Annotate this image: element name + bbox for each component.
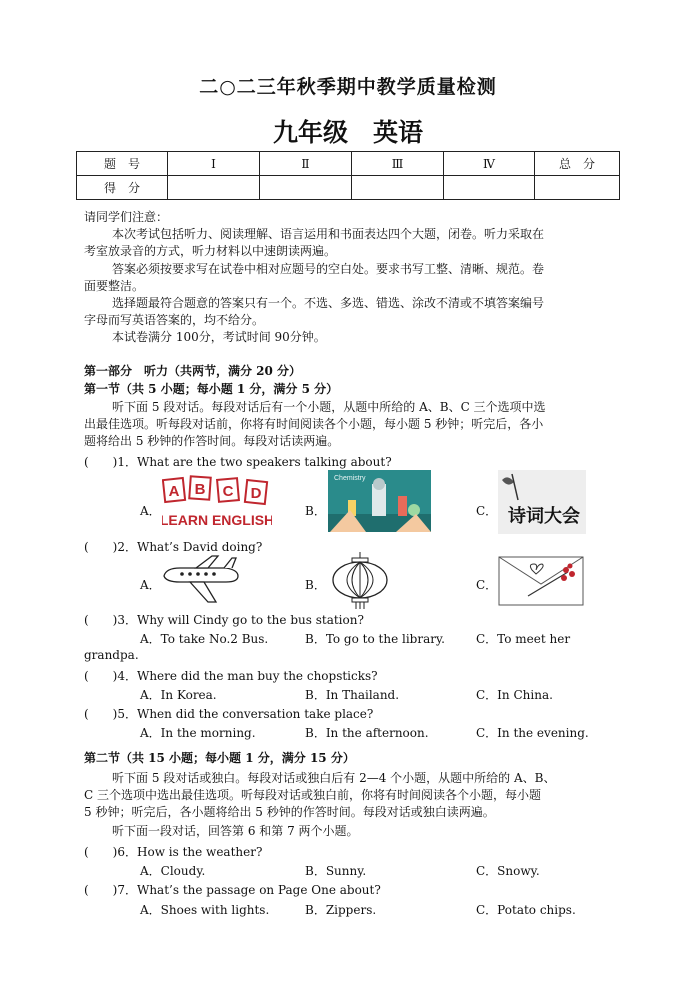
question-4: ( )4．Where did the man buy the chopsticks? bbox=[84, 669, 378, 683]
header-cell: Ⅳ bbox=[444, 152, 535, 176]
score-label-cell: 得 分 bbox=[77, 176, 168, 200]
notice-line: 选择题最符合题意的答案只有一个。不选、多选、错选、涂改不清或不填答案编号 bbox=[112, 296, 545, 310]
abcd-learn-english-picture[interactable] bbox=[162, 475, 272, 531]
notice-line: 面要整洁。 bbox=[84, 279, 145, 293]
option-label: C． bbox=[476, 504, 498, 518]
option-b: B．In Thailand. bbox=[305, 688, 400, 702]
option-label: B． bbox=[305, 504, 326, 518]
section2-intro: 听下面 5 段对话或独白。每段对话或独白后有 2—4 个小题，从题中所给的 A、B、 bbox=[112, 771, 556, 785]
option-c: C．In the evening. bbox=[476, 726, 589, 740]
notice-line: 本试卷满分 100分，考试时间 90分钟。 bbox=[112, 330, 326, 344]
part1-heading: 第一部分 听力（共两节，满分 20 分） bbox=[84, 364, 302, 378]
poetry-text: 诗词大会 bbox=[508, 506, 580, 527]
score-cell[interactable] bbox=[352, 176, 444, 200]
option-label: A． bbox=[140, 504, 161, 518]
section2-heading: 第二节（共 15 小题；每小题 1 分，满分 15 分） bbox=[84, 751, 355, 765]
option-a: A．Cloudy. bbox=[140, 864, 206, 878]
header-cell: 题 号 bbox=[77, 152, 168, 176]
option-c: C．Snowy. bbox=[476, 864, 540, 878]
chemistry-text: Chemistry bbox=[334, 475, 366, 482]
question-1: ( )1．What are the two speakers talking about? bbox=[84, 455, 392, 469]
score-cell[interactable] bbox=[444, 176, 535, 200]
section1-intro: 出最佳选项。听每段对话前，你将有时间阅读各个小题，每小题 5 秒钟；听完后，各小 bbox=[84, 417, 544, 431]
section2-intro: 5 秒钟；听完后，各小题将给出 5 秒钟的作答时间。每段对话或独白读两遍。 bbox=[84, 805, 495, 819]
option-a: A．Shoes with lights. bbox=[140, 903, 270, 917]
option-b: B．Sunny. bbox=[305, 864, 367, 878]
header-cell: Ⅰ bbox=[168, 152, 260, 176]
lantern-picture[interactable] bbox=[330, 552, 390, 610]
notice-line: 字母而写英语答案的，均不给分。 bbox=[84, 313, 265, 327]
question-6: ( )6．How is the weather? bbox=[84, 845, 263, 859]
header-cell: Ⅱ bbox=[260, 152, 352, 176]
score-cell[interactable] bbox=[168, 176, 260, 200]
option-a: A．To take No.2 Bus. bbox=[140, 632, 269, 646]
header-cell: 总 分 bbox=[535, 152, 620, 176]
option-a: A．In Korea. bbox=[140, 688, 217, 702]
score-cell[interactable] bbox=[260, 176, 352, 200]
section2-intro: C 三个选项中选出最佳选项。听每段对话或独白前，你将有时间阅读各个小题，每小题 bbox=[84, 788, 541, 802]
section1-heading: 第一节（共 5 小题；每小题 1 分，满分 5 分） bbox=[84, 382, 339, 396]
option-c: C．To meet her bbox=[476, 632, 571, 646]
exam-title: 二○二三年秋季期中教学质量检测 bbox=[199, 76, 497, 98]
option-c-continuation: grandpa. bbox=[84, 648, 139, 662]
header-cell: Ⅲ bbox=[352, 152, 444, 176]
score-table bbox=[76, 151, 620, 200]
abcd-letter: D bbox=[250, 485, 262, 502]
question-3: ( )3．Why will Cindy go to the bus station? bbox=[84, 613, 364, 627]
question-5: ( )5．When did the conversation take place? bbox=[84, 707, 374, 721]
abcd-letter: B bbox=[194, 481, 206, 498]
question-7: ( )7．What’s the passage on Page One about? bbox=[84, 883, 381, 897]
option-b: B．To go to the library. bbox=[305, 632, 445, 646]
abcd-letter: A bbox=[168, 483, 180, 500]
envelope-flowers-picture[interactable] bbox=[498, 556, 584, 606]
section1-intro: 题将给出 5 秒钟的作答时间。每段对话读两遍。 bbox=[84, 434, 340, 448]
chemistry-lab-picture[interactable] bbox=[328, 470, 431, 532]
option-b: B．In the afternoon. bbox=[305, 726, 429, 740]
option-a: A．In the morning. bbox=[140, 726, 256, 740]
airplane-picture[interactable] bbox=[160, 554, 240, 606]
option-label: C． bbox=[476, 578, 498, 592]
learn-english-text: LEARN ENGLISH bbox=[162, 512, 272, 528]
poetry-contest-picture[interactable] bbox=[498, 470, 586, 534]
option-label: B． bbox=[305, 578, 326, 592]
option-label: A． bbox=[140, 578, 161, 592]
abcd-letter: C bbox=[222, 483, 234, 500]
question-2: ( )2．What’s David doing? bbox=[84, 540, 263, 554]
notice-line: 答案必须按要求写在试卷中相对应题号的空白处。要求书写工整、清晰、规范。卷 bbox=[112, 262, 545, 276]
option-c: C．In China. bbox=[476, 688, 553, 702]
section2-intro: 听下面一段对话，回答第 6 和第 7 两个小题。 bbox=[112, 824, 359, 838]
option-b: B．Zippers. bbox=[305, 903, 377, 917]
section1-intro: 听下面 5 段对话。每段对话后有一个小题，从题中所给的 A、B、C 三个选项中选 bbox=[112, 400, 546, 414]
exam-subtitle: 九年级 英语 bbox=[272, 118, 423, 147]
notice-line: 本次考试包括听力、阅读理解、语言运用和书面表达四个大题，闭卷。听力采取在 bbox=[112, 227, 545, 241]
score-table-score-row bbox=[77, 176, 620, 200]
score-cell[interactable] bbox=[535, 176, 620, 200]
score-table-header-row bbox=[77, 152, 620, 176]
notice-heading: 请同学们注意： bbox=[84, 210, 169, 224]
option-c: C．Potato chips. bbox=[476, 903, 576, 917]
notice-line: 考室放录音的方式，听力材料以中速朗读两遍。 bbox=[84, 244, 337, 258]
